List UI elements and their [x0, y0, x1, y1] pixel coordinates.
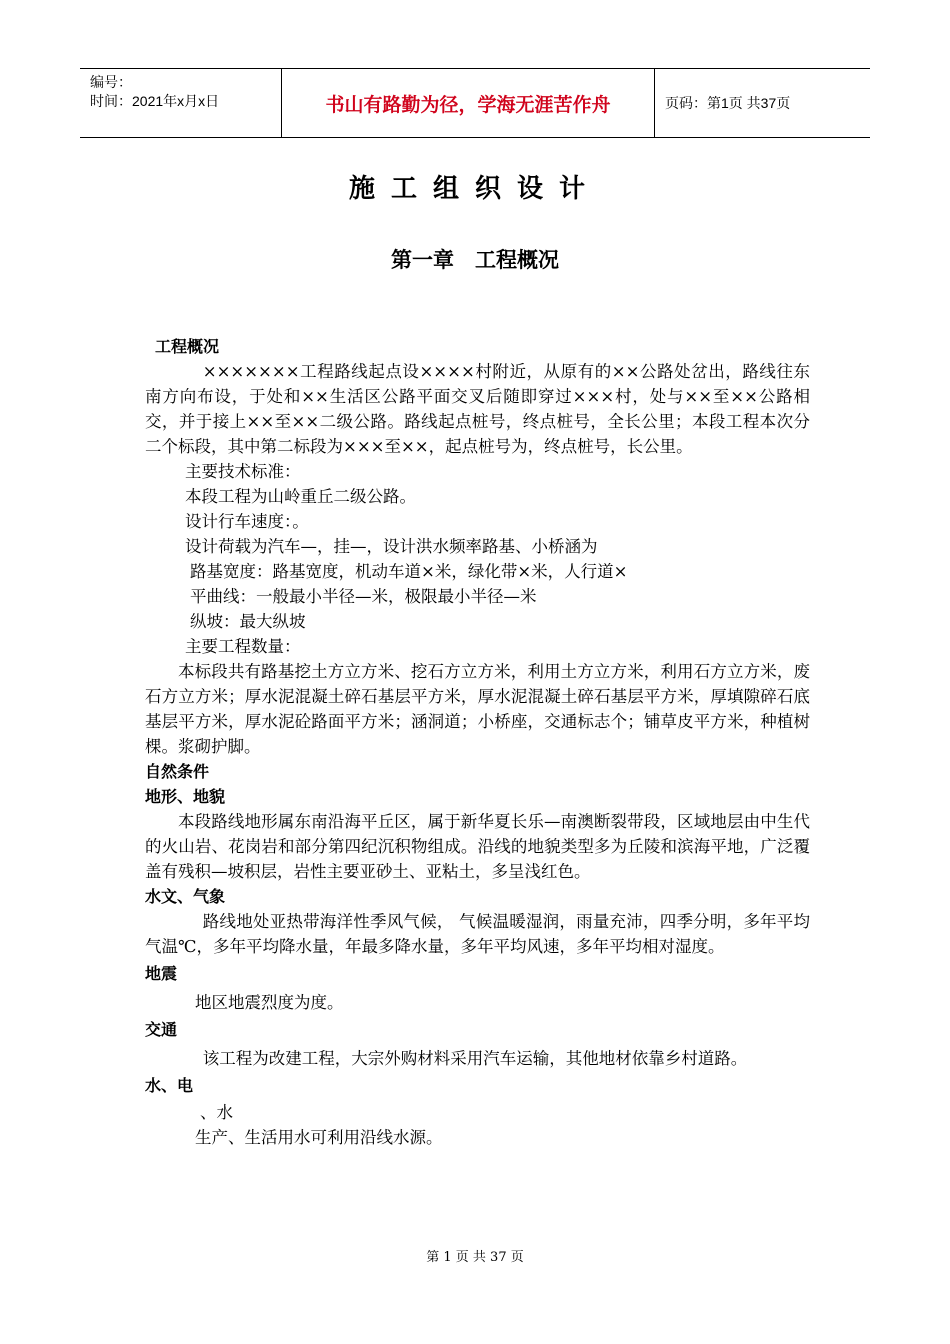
header-meta: [80, 69, 282, 137]
section-heading-quake: 地震: [145, 964, 178, 983]
header-page-info: 页码：第1页 共37页: [665, 95, 791, 111]
slope-text: 纵坡：最大纵坡: [190, 612, 306, 631]
document-body: [145, 334, 810, 1150]
paragraph-quantities: 本标段共有路基挖土方立方米、挖石方立方米，利用土方立方米，利用石方立方米，废石方立方米；厚水泥混凝土碎石基层平方米，厚水泥混凝土碎石基层平方米，厚填隙碎石底基层平方米，厚水泥砼路面平方米；涵洞道；小桥座，交通标志个；铺草皮平方米，种植树棵。浆砌护脚。: [145, 662, 810, 756]
page-header: [80, 68, 870, 138]
page-footer: 第 1 页 共 37 页: [426, 1250, 524, 1265]
tech-standard-label: 主要技术标准：: [185, 462, 301, 481]
paragraph-hydro: 路线地处亚热带海洋性季风气候， 气候温暖湿润，雨量充沛，四季分明，多年平均气温℃，多年平均降水量，年最多降水量，多年平均风速，多年平均相对湿度。: [145, 912, 810, 956]
paragraph-traffic: 该工程为改建工程，大宗外购材料采用汽车运输，其他地材依靠乡村道路。: [202, 1049, 748, 1068]
section-heading-traffic: 交通: [145, 1020, 178, 1039]
number-label: 编号：: [90, 74, 132, 90]
section-heading-terrain: 地形、地貌: [145, 787, 226, 806]
chapter-title: 第一章 工程概况: [391, 248, 559, 272]
date-label: 时间：2021年x月x日: [90, 93, 220, 109]
section-heading-natural: 自然条件: [145, 762, 210, 781]
water-label: 、水: [200, 1103, 233, 1122]
document-title: 施工组织设计: [348, 174, 601, 204]
paragraph-quake: 地区地震烈度为度。: [195, 993, 344, 1012]
road-class-text: 本段工程为山岭重丘二级公路。: [185, 487, 416, 506]
section-heading-overview: 工程概况: [155, 337, 220, 356]
section-heading-hydro: 水文、气象: [145, 887, 226, 906]
paragraph-terrain: 本段路线地形属东南沿海平丘区，属于新华夏长乐—南澳断裂带段，区域地层由中生代的火山岩、花岗岩和部分第四纪沉积物组成。沿线的地貌类型多为丘陵和滨海平地，广泛覆盖有残积—坡积层，岩性主要亚砂土、亚粘土，多呈浅红色。: [145, 812, 810, 881]
curve-text: 平曲线：一般最小半径—米，极限最小半径—米: [190, 587, 537, 606]
design-load-text: 设计荷载为汽车—，挂—，设计洪水频率路基、小桥涵为: [185, 537, 598, 556]
road-width-text: 路基宽度：路基宽度，机动车道×米，绿化带×米，人行道×: [190, 562, 628, 581]
quantities-label: 主要工程数量：: [185, 637, 301, 656]
section-heading-utility: 水、电: [145, 1076, 194, 1095]
design-speed-text: 设计行车速度：。: [185, 512, 309, 531]
paragraph-overview: ×××××××工程路线起点设××××村附近，从原有的××公路处岔出，路线往东南方向布设，于处和××生活区公路平面交叉后随即穿过×××村，处与××至××公路相交，并于接上××至××二级公路。路线起点桩号，终点桩号，全长公里；本段工程本次分二个标段，其中第二标段为×××至××，起点桩号为，终点桩号，长公里。: [145, 362, 810, 456]
paragraph-water: 生产、生活用水可利用沿线水源。: [195, 1128, 443, 1147]
header-motto: 书山有路勤为径，学海无涯苦作舟: [282, 69, 655, 137]
